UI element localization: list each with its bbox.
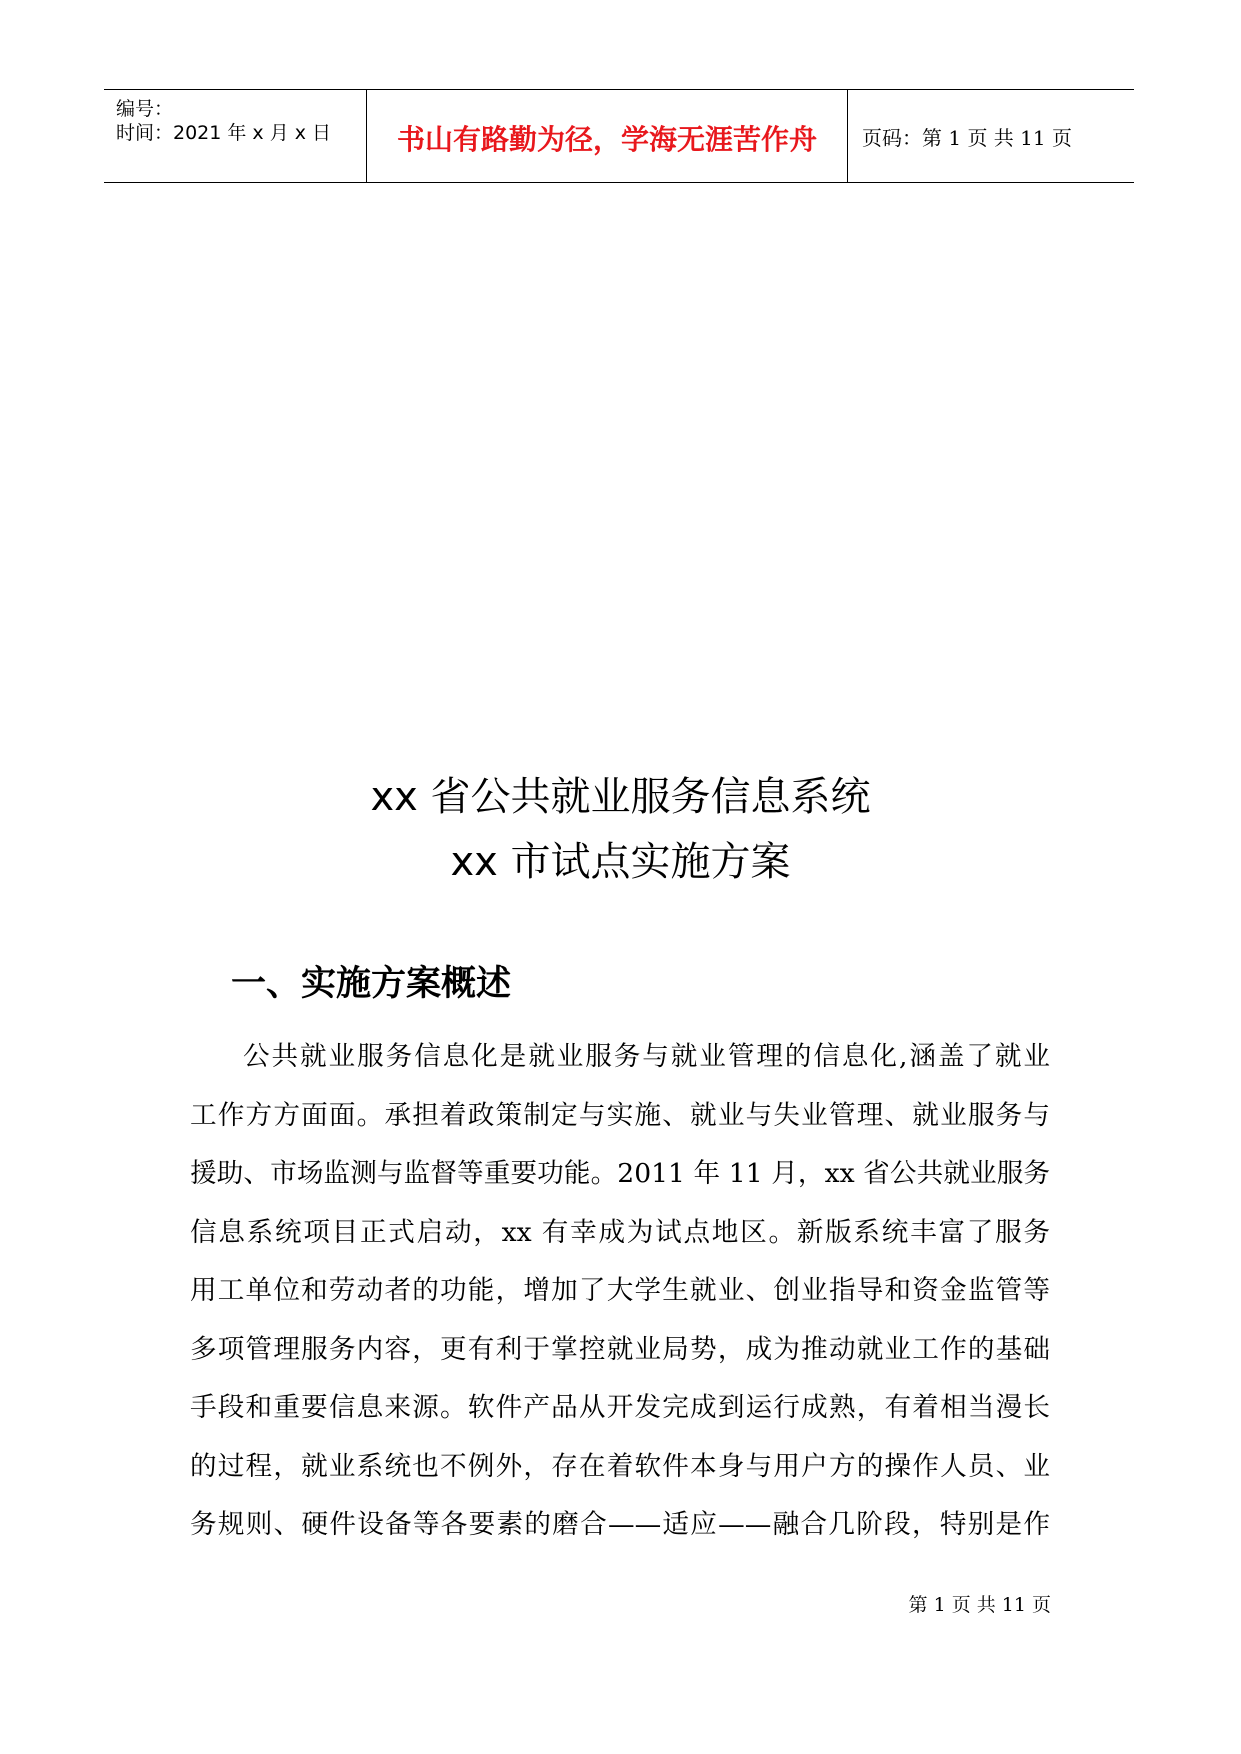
body-paragraph-line: 务规则、硬件设备等各要素的磨合——适应——融合几阶段，特别是作 [190,1509,1050,1540]
page-footer: 第 1 页 共 11 页 [908,1594,1051,1616]
body-paragraph-line: 援助、市场监测与监督等重要功能。2011 年 11 月，xx 省公共就业服务 [190,1158,1050,1189]
body-paragraph-line: 信息系统项目正式启动，xx 有幸成为试点地区。新版系统丰富了服务 [190,1217,1050,1248]
document-title-line-2: xx 市试点实施方案 [450,839,791,885]
body-paragraph-line: 用工单位和劳动者的功能，增加了大学生就业、创业指导和资金监管等 [190,1275,1050,1306]
header-page-code: 页码：第 1 页 共 11 页 [862,126,1072,150]
section-heading: 一、实施方案概述 [231,964,512,1004]
body-paragraph-line: 的过程，就业系统也不例外，存在着软件本身与用户方的操作人员、业 [190,1451,1050,1482]
document-number-label: 编号： [116,98,174,120]
header-page-cell [848,90,1134,182]
body-paragraph-line: 公共就业服务信息化是就业服务与就业管理的信息化,涵盖了就业 [243,1041,1050,1072]
header-motto: 书山有路勤为径，学海无涯苦作舟 [396,123,817,156]
document-title-line-1: xx 省公共就业服务信息系统 [370,774,871,820]
header-info-cell [104,90,366,182]
header-motto-cell [366,90,848,182]
body-paragraph-line: 多项管理服务内容，更有利于掌控就业局势，成为推动就业工作的基础 [190,1334,1050,1365]
document-header [104,89,1134,183]
body-paragraph-line: 工作方方面面。承担着政策制定与实施、就业与失业管理、就业服务与 [190,1100,1050,1131]
document-time-label: 时间：2021 年 x 月 x 日 [116,122,332,144]
body-paragraph-line: 手段和重要信息来源。软件产品从开发完成到运行成熟，有着相当漫长 [190,1392,1050,1423]
